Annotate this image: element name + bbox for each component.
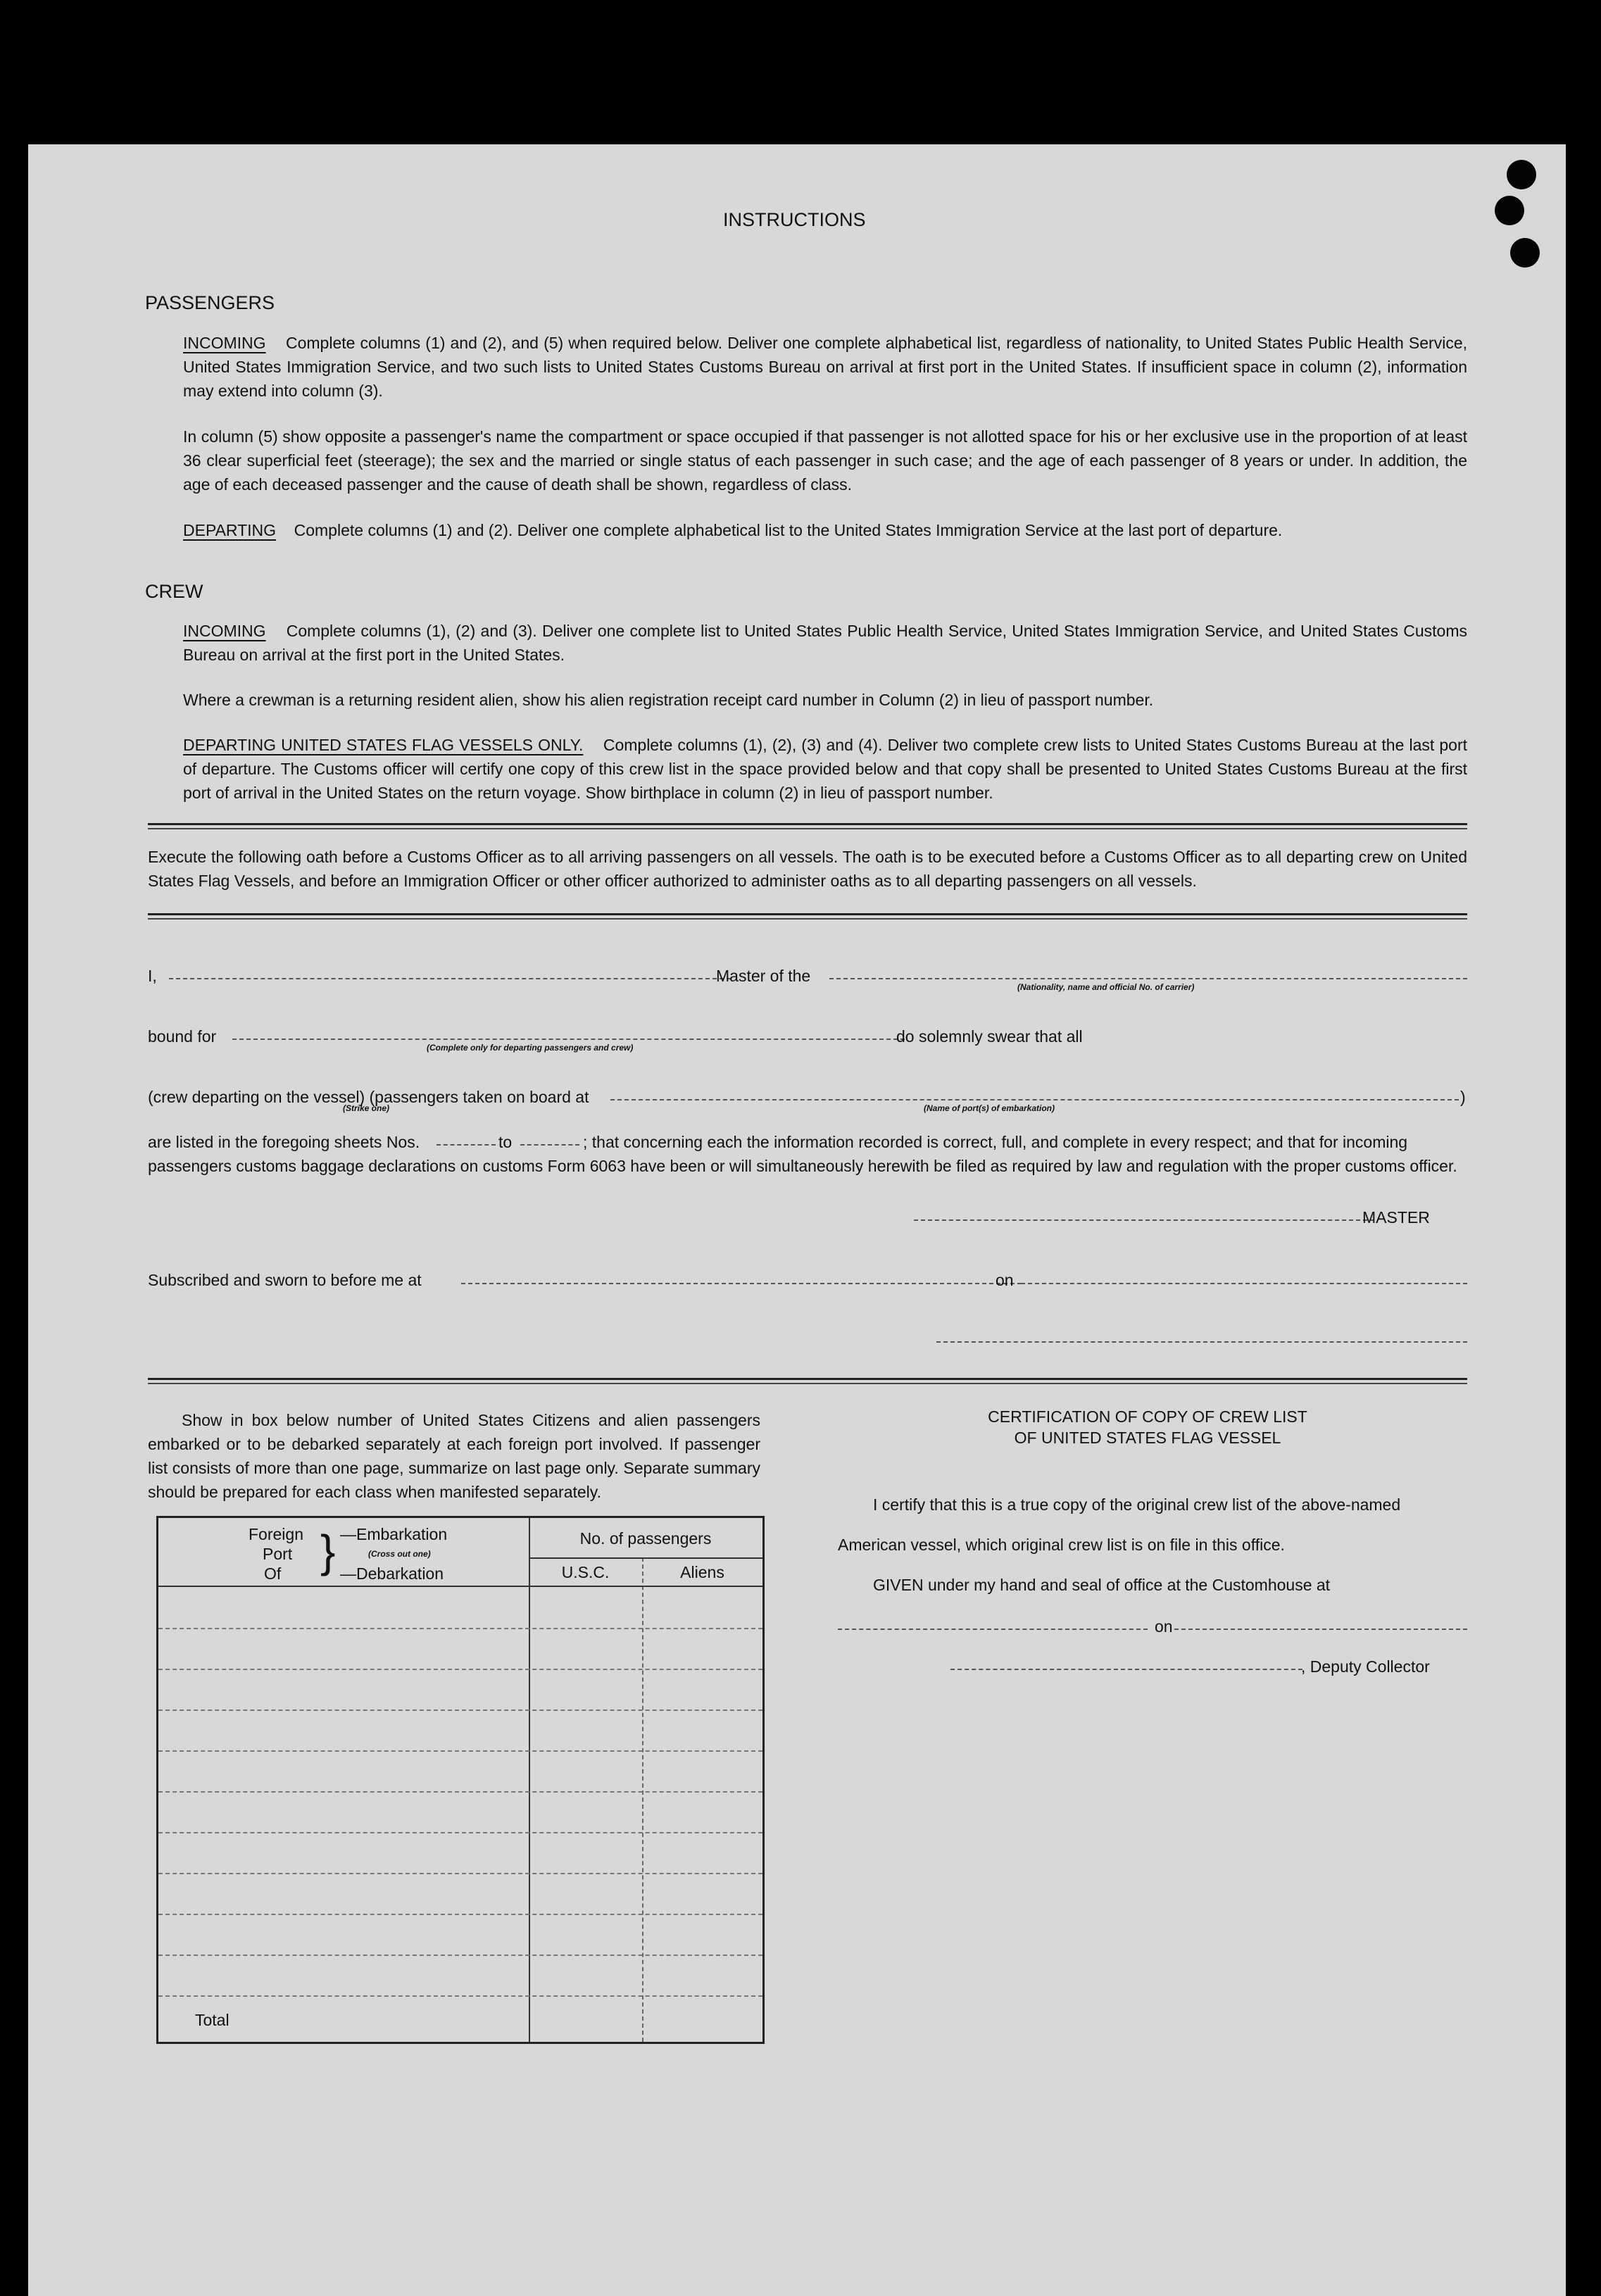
passengers-departing-label: DEPARTING	[183, 521, 277, 539]
bound-for-label: bound for	[148, 1027, 217, 1046]
punch-hole-icon	[1510, 238, 1540, 268]
listed-text-b: ; that concerning each the information recorded is correct, full, and complete in every respect; and that for incoming	[583, 1133, 1408, 1151]
master-name-field[interactable]	[169, 978, 731, 979]
table-row	[158, 1750, 762, 1752]
passengers-column5-paragraph: In column (5) show opposite a passenger's name the compartment or space occupied if that passenger is not allotted space for his or her exclusive use in the proportion of at least 36 clear superficial feet (steerage); the sex and the married or single status of each passenger in such case; and the age of each passenger of 8 years or under. In addition, the age of each deceased passenger and the cause of death shall be shown, regardless of class.	[183, 427, 1467, 494]
bound-for-field[interactable]	[232, 1039, 905, 1040]
debarkation-label: —Debarkation	[340, 1564, 444, 1583]
section-divider	[148, 1378, 1467, 1384]
passengers-incoming-paragraph	[183, 331, 1467, 403]
certification-date-field[interactable]	[1174, 1629, 1467, 1630]
table-row	[158, 1628, 762, 1629]
brace-icon: }	[320, 1526, 336, 1576]
swear-text: do solemnly swear that all	[896, 1027, 1083, 1046]
table-row	[158, 1669, 762, 1670]
punch-hole-icon	[1495, 196, 1524, 225]
certification-title-2: OF UNITED STATES FLAG VESSEL	[1014, 1429, 1281, 1447]
officer-signature-field[interactable]	[936, 1341, 1467, 1343]
crew-resident-paragraph: Where a crewman is a returning resident alien, show his alien registration receipt card number in Column (2) in lieu of passport number.	[183, 691, 1154, 709]
table-row	[158, 1995, 762, 1997]
carrier-note: (Nationality, name and official No. of carrier)	[1017, 982, 1195, 992]
certify-text-1: I certify that this is a true copy of the original crew list of the above-named	[873, 1495, 1401, 1514]
table-divider	[529, 1518, 530, 2042]
port-note: (Name of port(s) of embarkation)	[924, 1103, 1055, 1113]
table-row	[158, 1873, 762, 1874]
passenger-summary-table	[156, 1516, 765, 2044]
listed-text-c: passengers customs baggage declarations on customs Form 6063 have been or will simultaneously herewith be filed as required by law and regulation with the proper customs officer.	[148, 1157, 1457, 1175]
certification-on: on	[1155, 1617, 1173, 1636]
table-divider	[642, 1557, 643, 2042]
strike-note: (Strike one)	[343, 1103, 390, 1113]
master-signature-field[interactable]	[914, 1219, 1374, 1221]
passengers-departing-paragraph	[183, 518, 1467, 542]
certification-title-1: CERTIFICATION OF COPY OF CREW LIST	[988, 1407, 1307, 1426]
table-divider	[529, 1557, 762, 1559]
sheet-from-field[interactable]	[437, 1144, 496, 1146]
crew-departing-label: DEPARTING UNITED STATES FLAG VESSELS ONLY.	[183, 736, 584, 754]
table-row	[158, 1710, 762, 1711]
oath-i: I,	[148, 967, 157, 985]
crew-incoming-label: INCOMING	[183, 622, 266, 640]
master-of-the-label: Master of the	[716, 967, 811, 985]
punch-hole-icon	[1507, 160, 1536, 189]
form-page	[28, 144, 1566, 2296]
crew-incoming-paragraph	[183, 619, 1467, 667]
summary-instructions: Show in box below number of United States Citizens and alien passengers embarked or to be debarked separately at each foreign port involved. If passenger list consists of more than one page, summarize on last page only. Separate summary should be prepared for each class when manifested separately.	[148, 1411, 760, 1501]
deputy-collector-signature-field[interactable]	[950, 1669, 1302, 1670]
crew-passengers-line: (crew departing on the vessel) (passengers taken on board at	[148, 1088, 589, 1106]
page-title: INSTRUCTIONS	[723, 209, 866, 230]
section-divider	[148, 823, 1467, 829]
no-of-passengers-header: No. of passengers	[579, 1529, 712, 1548]
table-divider	[158, 1586, 762, 1587]
crew-incoming-text: Complete columns (1), (2) and (3). Deliver one complete list to United States Public Health Service, United States Immigration Service, and United States Customs Bureau on arrival at the first port in the United States.	[183, 622, 1467, 664]
customhouse-field[interactable]	[838, 1629, 1148, 1630]
aliens-header: Aliens	[680, 1563, 724, 1581]
total-label: Total	[195, 2011, 230, 2029]
embarkation-label: —Embarkation	[340, 1525, 448, 1543]
table-row	[158, 1832, 762, 1833]
table-row	[158, 1914, 762, 1915]
table-row	[158, 1791, 762, 1793]
crew-departing-text: Complete columns (1), (2), (3) and (4). Deliver two complete crew lists to United States Customs Bureau at the last port of departure. The Customs officer will certify one copy of this crew list in the space provided below and that copy shall be presented to United States Customs Bureau at the first port of arrival in the United States on the return voyage. Show birthplace in column (2) in lieu of passport number.	[183, 736, 1467, 802]
close-paren: )	[1460, 1088, 1466, 1106]
bound-for-note: (Complete only for departing passengers and crew)	[427, 1043, 634, 1053]
subscribed-label: Subscribed and sworn to before me at	[148, 1271, 422, 1289]
sworn-place-field[interactable]	[461, 1283, 1022, 1284]
crew-heading: CREW	[145, 581, 203, 602]
listed-to: to	[498, 1133, 513, 1151]
foreign-label: Foreign	[249, 1525, 303, 1543]
master-label: MASTER	[1362, 1208, 1430, 1227]
embarkation-port-field[interactable]	[610, 1099, 1459, 1100]
crew-departing-paragraph	[183, 733, 1467, 805]
subscribed-on: on	[996, 1271, 1014, 1289]
listed-text-a: are listed in the foregoing sheets Nos.	[148, 1133, 420, 1151]
table-row	[158, 1955, 762, 1956]
section-divider	[148, 913, 1467, 920]
passengers-incoming-text: Complete columns (1) and (2), and (5) when required below. Deliver one complete alphabetical list, regardless of nationality, to United States Public Health Service, United States Immigration Service, and two such lists to United States Customs Bureau on arrival at first port in the United States. If insufficient space in column (2), information may extend into column (3).	[183, 334, 1468, 400]
passengers-heading: PASSENGERS	[145, 292, 275, 313]
passengers-incoming-label: INCOMING	[183, 334, 266, 352]
deputy-collector-label: , Deputy Collector	[1301, 1657, 1430, 1676]
sheet-to-field[interactable]	[520, 1144, 579, 1146]
port-label: Port	[263, 1545, 293, 1563]
oath-intro: Execute the following oath before a Customs Officer as to all arriving passengers on all vessels. The oath is to be executed before a Customs Officer as to all departing crew on United States Flag Vessels, and before an Immigration Officer or other officer authorized to administer oaths as to all departing passengers on all vessels.	[148, 848, 1467, 890]
of-label: Of	[264, 1564, 282, 1583]
sworn-date-field[interactable]	[1021, 1283, 1467, 1284]
certify-text-2: American vessel, which original crew list is on file in this office.	[838, 1536, 1285, 1554]
usc-header: U.S.C.	[561, 1563, 610, 1581]
given-text: GIVEN under my hand and seal of office at the Customhouse at	[873, 1576, 1331, 1594]
passengers-departing-text: Complete columns (1) and (2). Deliver one complete alphabetical list to the United States Immigration Service at the last port of departure.	[294, 521, 1283, 539]
cross-out-note: (Cross out one)	[368, 1549, 431, 1559]
carrier-field[interactable]	[829, 978, 1467, 979]
